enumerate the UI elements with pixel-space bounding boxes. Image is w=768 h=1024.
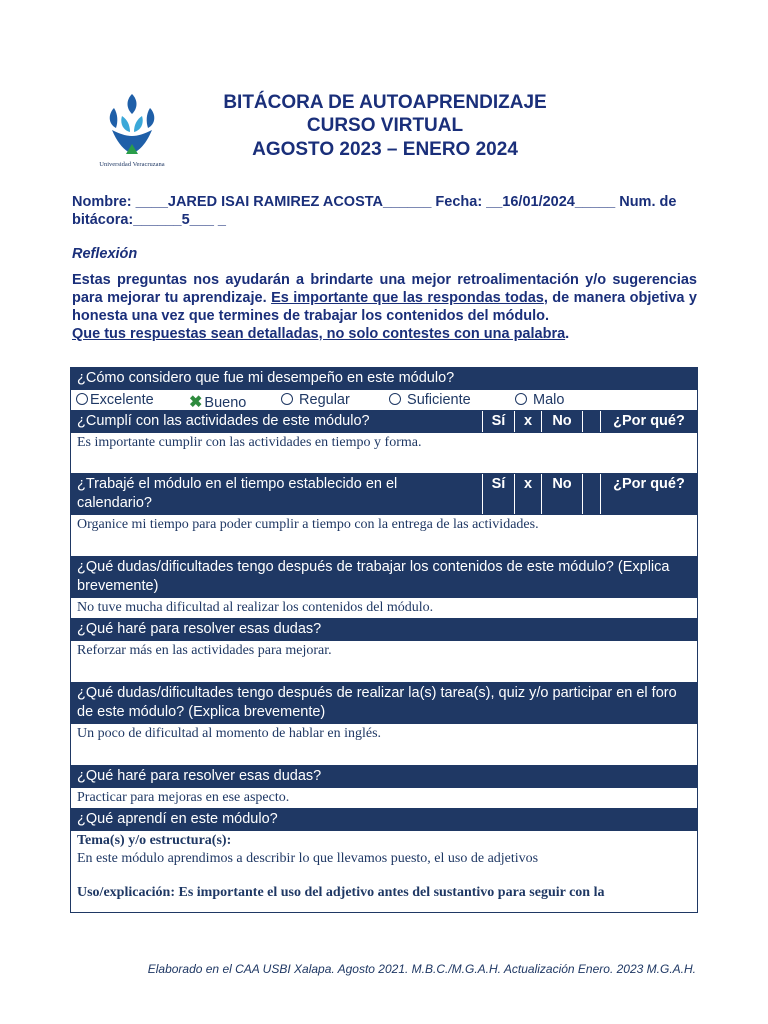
answer-resolve-tasks[interactable]: Practicar para mejoras en ese aspecto.: [71, 788, 697, 809]
question-activities: ¿Cumplí con las actividades de este módulo?: [77, 413, 370, 429]
yes-cell: Sí: [482, 411, 514, 432]
reflection-form-table: [70, 367, 698, 913]
answer-content-doubts[interactable]: No tuve mucha dificultad al realizar los contenidos del módulo.: [71, 598, 697, 619]
answer-learned[interactable]: [71, 831, 697, 912]
radio-icon: [389, 393, 401, 405]
performance-options: [71, 390, 697, 411]
intro-emphasis-1: Es importante que las respondas todas: [271, 290, 544, 306]
radio-icon: [281, 393, 293, 405]
no-cell: No: [541, 474, 582, 514]
option-label: Bueno: [204, 395, 247, 411]
radio-icon: [515, 393, 527, 405]
use-label: Uso/explicación: Es importante el uso del adjetivo antes del sustantivo para seguir con la: [77, 885, 605, 900]
option-bueno[interactable]: [189, 392, 246, 412]
footer-credits: Elaborado en el CAA USBI Xalapa. Agosto 2021. M.B.C./M.G.A.H. Actualización Enero. 2023 M.G.A.H.: [147, 962, 696, 976]
topic-label: Tema(s) y/o estructura(s):: [77, 833, 232, 848]
mark-cell: x: [514, 411, 541, 432]
mark-cell: x: [514, 474, 541, 514]
option-malo[interactable]: [515, 392, 564, 408]
question-task-doubts: ¿Qué dudas/dificultades tengo después de realizar la(s) tarea(s), quiz y/o participar en el foro de este módulo? (Explica brevemente): [71, 683, 697, 724]
intro-end: .: [565, 326, 570, 342]
question-resolve-content: ¿Qué haré para resolver esas dudas?: [71, 619, 697, 641]
question-schedule-row: [71, 474, 697, 515]
option-excelente[interactable]: [76, 392, 154, 408]
intro-paragraph: [72, 271, 697, 343]
why-cell: ¿Por qué?: [600, 411, 697, 432]
answer-activities[interactable]: Es importante cumplir con las actividades en tiempo y forma.: [71, 433, 697, 474]
document-title: BITÁCORA DE AUTOAPRENDIZAJE: [223, 92, 547, 113]
topic-answer: En este módulo aprendimos a describir lo que llevamos puesto, el uso de adjetivos: [77, 851, 539, 866]
no-cell: No: [541, 411, 582, 432]
checkmark-icon: ✖: [189, 394, 203, 411]
option-label: Suficiente: [407, 392, 471, 408]
question-activities-row: [71, 411, 697, 433]
section-heading-reflexion: Reflexión: [72, 246, 138, 262]
intro-emphasis-2: Que tus respuestas sean detalladas, no solo contestes con una palabra: [72, 326, 566, 342]
question-resolve-tasks: ¿Qué haré para resolver esas dudas?: [71, 766, 697, 788]
yes-cell: Sí: [482, 474, 514, 514]
question-learned: ¿Qué aprendí en este módulo?: [71, 809, 697, 831]
option-label: Excelente: [90, 392, 154, 408]
option-label: Malo: [533, 392, 565, 408]
blank-cell: [582, 411, 600, 432]
answer-schedule[interactable]: Organice mi tiempo para poder cumplir a tiempo con la entrega de las actividades.: [71, 515, 697, 557]
question-schedule: ¿Trabajé el módulo en el tiempo establecido en el calendario?: [77, 476, 398, 511]
answer-task-doubts[interactable]: Un poco de dificultad al momento de hablar en inglés.: [71, 724, 697, 766]
document-subtitle: CURSO VIRTUAL: [306, 115, 464, 136]
intro-text-1: Estas preguntas nos ayudarán a brindarte una mejor retroalimentación y/o sugerencias para mejorar tu aprendizaje.: [72, 272, 697, 306]
radio-icon: [76, 393, 88, 405]
intro-text-2: , de manera objetiva y honesta una vez que termines de trabajar los contenidos del módulo.: [72, 290, 697, 324]
why-cell: ¿Por qué?: [600, 474, 697, 514]
option-label: Regular: [299, 392, 350, 408]
question-content-doubts: ¿Qué dudas/dificultades tengo después de trabajar los contenidos de este módulo? (Explica brevemente): [71, 557, 697, 598]
logo-caption: Universidad Veracruzana: [99, 161, 165, 168]
document-period: AGOSTO 2023 – ENERO 2024: [252, 139, 518, 160]
blank-cell: [582, 474, 600, 514]
option-regular[interactable]: [281, 392, 350, 408]
answer-resolve-content[interactable]: Reforzar más en las actividades para mejorar.: [71, 641, 697, 683]
question-performance: ¿Cómo considero que fue mi desempeño en este módulo?: [71, 368, 697, 390]
option-suficiente[interactable]: [389, 392, 471, 408]
student-info-line: Nombre: ____JARED ISAI RAMIREZ ACOSTA______ Fecha: __16/01/2024_____ Num. de bitácora:______5___ _: [72, 194, 677, 228]
